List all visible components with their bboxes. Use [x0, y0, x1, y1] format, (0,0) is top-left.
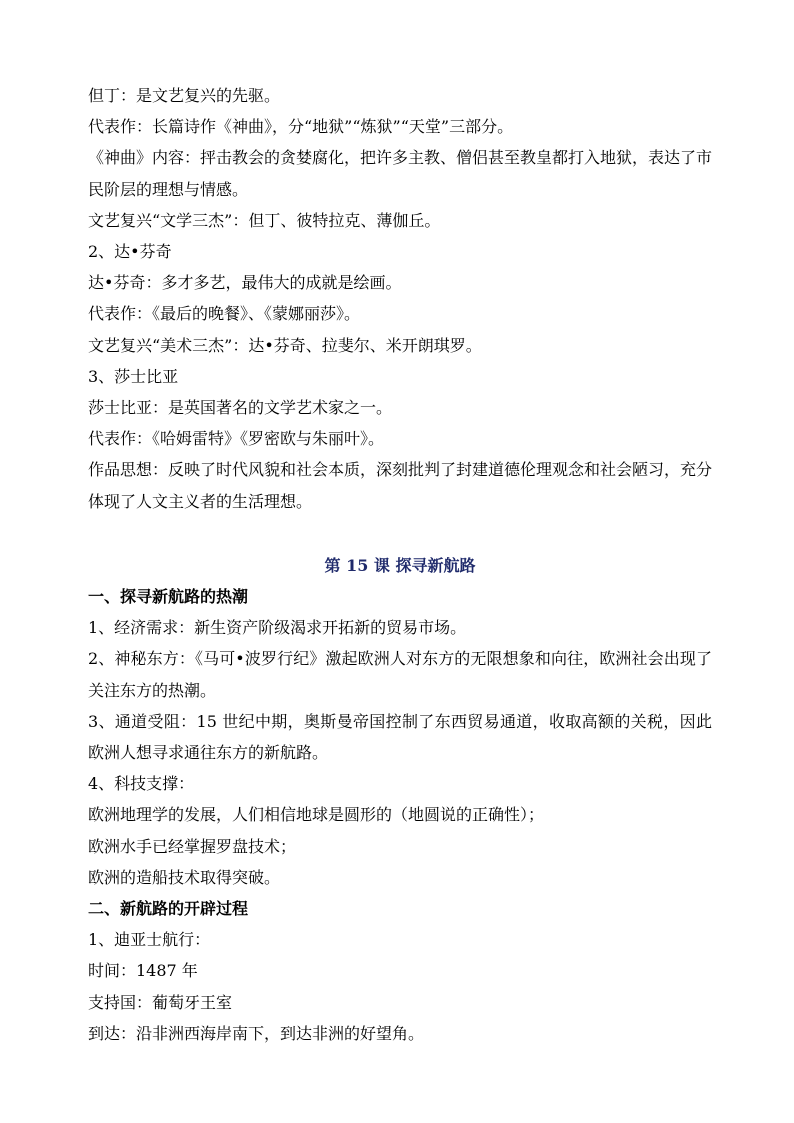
- text-line: 莎士比亚：是英国著名的文学艺术家之一。: [88, 398, 393, 418]
- text-line: 支持国：葡萄牙王室: [88, 992, 233, 1012]
- text-line: 代表作：《最后的晚餐》、《蒙娜丽莎》。: [88, 304, 361, 324]
- list-item: 3、通道受阻：15 世纪中期，奥斯曼帝国控制了东西贸易通道，收取高额的关税，因此欧洲人想寻求通往东方的新航路。: [88, 711, 712, 763]
- list-item: 4、科技支撑：: [88, 774, 195, 794]
- text-paragraph-works-thought: 作品思想：反映了时代风貌和社会本质，深刻批判了封建道德伦理观念和社会陋习，充分体现了人文主义者的生活理想。: [88, 460, 713, 511]
- subheading-shakespeare: 3、莎士比亚: [88, 366, 179, 386]
- text-line: 欧洲水手已经掌握罗盘技术；: [88, 836, 297, 856]
- section-heading-1: 一、探寻新航路的热潮: [88, 587, 249, 607]
- list-item: 2、神秘东方：《马可•波罗行纪》激起欧洲人对东方的无限想象和向往，欧洲社会出现了关注东方的热潮。: [88, 649, 712, 700]
- text-line: 时间：1487 年: [88, 961, 198, 981]
- text-line: 达•芬奇：多才多艺，最伟大的成就是绘画。: [88, 273, 402, 293]
- text-line: 文艺复兴“美术三杰”：达•芬奇、拉斐尔、米开朗琪罗。: [88, 335, 482, 355]
- list-item: 1、经济需求：新生资产阶级渴求开拓新的贸易市场。: [88, 618, 467, 638]
- text-line: 到达：沿非洲西海岸南下，到达非洲的好望角。: [88, 1023, 425, 1043]
- text-line: 文艺复兴“文学三杰”：但丁、彼特拉克、薄伽丘。: [88, 210, 441, 230]
- text-line: 但丁：是文艺复兴的先驱。: [88, 86, 281, 105]
- document-page: [88, 80, 712, 1049]
- text-line: 欧洲的造船技术取得突破。: [88, 867, 281, 887]
- text-line: 欧洲地理学的发展，人们相信地球是圆形的（地圆说的正确性）；: [88, 805, 545, 825]
- text-line: 代表作：长篇诗作《神曲》，分“地狱”“炼狱”“天堂”三部分。: [88, 117, 514, 137]
- text-paragraph-shenqu: 《神曲》内容：抨击教会的贪婪腐化，把许多主教、僧侣甚至教皇都打入地狱，表达了市民阶层的理想与情感。: [88, 148, 713, 199]
- section-heading-2: 二、新航路的开辟过程: [88, 899, 249, 919]
- subheading-davinci: 2、达•芬奇: [88, 242, 172, 262]
- list-item: 1、迪亚士航行：: [88, 930, 211, 950]
- text-line: 代表作：《哈姆雷特》《罗密欧与朱丽叶》。: [88, 429, 385, 449]
- lesson-title: 第 15 课 探寻新航路: [324, 555, 476, 575]
